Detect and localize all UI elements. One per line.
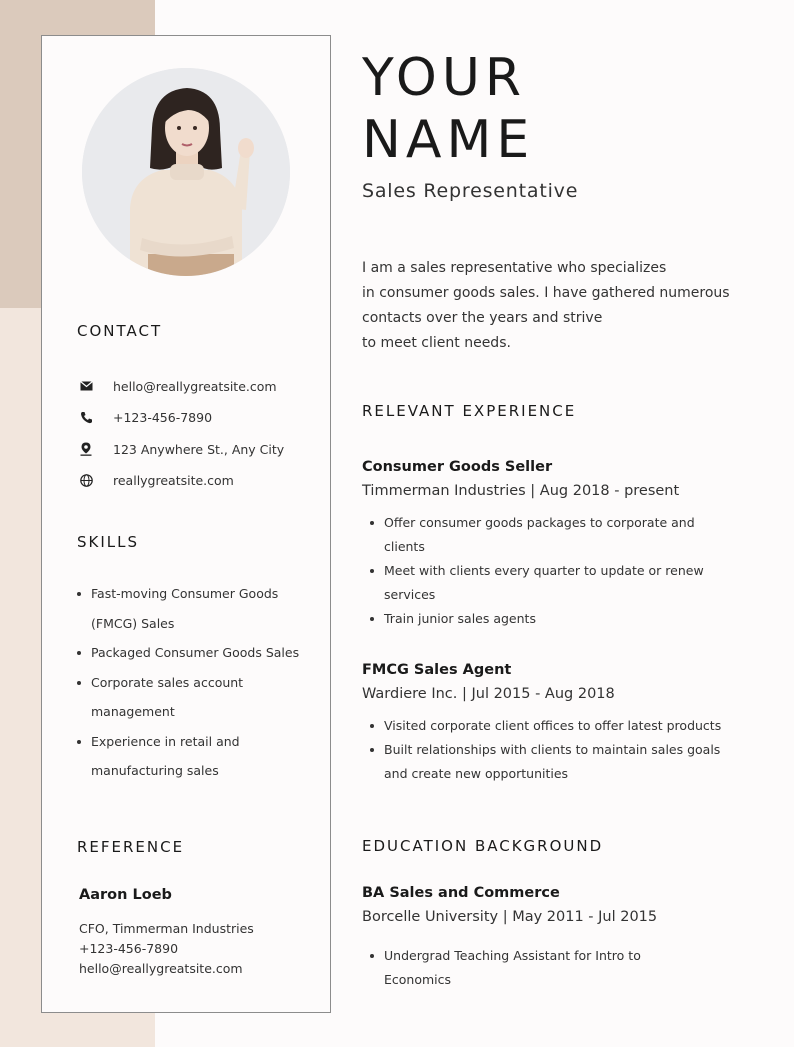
duty-item: Meet with clients every quarter to update or renew services — [370, 559, 740, 607]
sidebar-panel — [41, 35, 331, 1013]
job-1-duties — [370, 511, 740, 631]
skill-item: Experience in retail and manufacturing sales — [77, 727, 327, 786]
reference-phone[interactable]: +123-456-7890 — [79, 941, 179, 956]
skill-item: Fast-moving Consumer Goods (FMCG) Sales — [77, 579, 327, 638]
profile-photo — [82, 68, 290, 276]
skills-list — [77, 579, 327, 786]
contact-email-row — [79, 376, 277, 396]
contact-address: 123 Anywhere St., Any City — [113, 441, 285, 457]
school-line: Borcelle University | May 2011 - Jul 2015 — [362, 909, 658, 925]
skills-heading: SKILLS — [77, 533, 140, 551]
job-title-2: FMCG Sales Agent — [362, 662, 512, 678]
education-item: Undergrad Teaching Assistant for Intro to Economics — [370, 944, 740, 992]
globe-icon — [79, 473, 93, 487]
summary-paragraph: I am a sales representative who specializes in consumer goods sales. I have gathered numerous contacts over the years and strive to meet client needs. — [362, 260, 730, 351]
phone-icon — [79, 410, 93, 424]
duty-item: Train junior sales agents — [370, 607, 740, 631]
name-line-2: NAME — [362, 110, 535, 170]
experience-heading: RELEVANT EXPERIENCE — [362, 402, 577, 420]
skill-item: Corporate sales account management — [77, 668, 327, 727]
degree-title: BA Sales and Commerce — [362, 885, 560, 901]
contact-website[interactable]: reallygreatsite.com — [113, 472, 234, 488]
mail-icon — [79, 379, 93, 393]
contact-address-row — [79, 439, 284, 459]
job-2-duties — [370, 714, 740, 786]
duty-item: Offer consumer goods packages to corporate and clients — [370, 511, 740, 559]
job-title-1: Consumer Goods Seller — [362, 459, 553, 475]
contact-heading: CONTACT — [77, 322, 163, 340]
reference-heading: REFERENCE — [77, 838, 185, 856]
job-company-1: Timmerman Industries | Aug 2018 - present — [362, 483, 680, 499]
education-notes — [370, 944, 740, 992]
reference-email[interactable]: hello@reallygreatsite.com — [79, 961, 243, 976]
location-pin-icon — [79, 442, 93, 456]
skill-item: Packaged Consumer Goods Sales — [77, 638, 327, 668]
duty-item: Built relationships with clients to maintain sales goals and create new opportunities — [370, 738, 740, 786]
job-role: Sales Representative — [362, 180, 579, 202]
reference-name: Aaron Loeb — [79, 887, 172, 903]
name-line-1: YOUR — [362, 48, 527, 108]
duty-item: Visited corporate client offices to offer latest products — [370, 714, 740, 738]
contact-phone[interactable]: +123-456-7890 — [113, 409, 213, 425]
job-company-2: Wardiere Inc. | Jul 2015 - Aug 2018 — [362, 686, 615, 702]
contact-email[interactable]: hello@reallygreatsite.com — [113, 378, 277, 394]
contact-phone-row — [79, 407, 212, 427]
contact-website-row — [79, 470, 234, 490]
education-heading: EDUCATION BACKGROUND — [362, 837, 604, 855]
reference-position: CFO, Timmerman Industries — [79, 921, 254, 936]
